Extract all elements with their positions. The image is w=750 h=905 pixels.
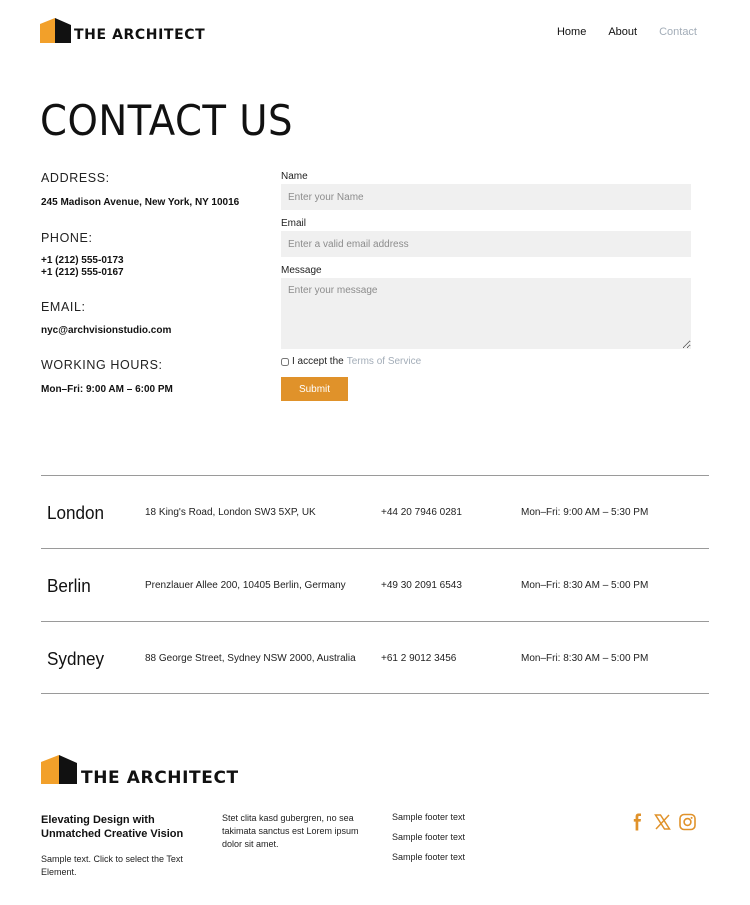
address-value: 245 Madison Avenue, New York, NY 10016 — [41, 197, 240, 208]
house-logo-icon — [40, 17, 72, 43]
main-nav — [557, 26, 697, 38]
contact-form — [281, 171, 691, 395]
footer-links — [392, 812, 465, 872]
footer-logo[interactable] — [41, 754, 239, 789]
email-label-form: Email — [281, 218, 307, 229]
nav-contact[interactable]: Contact — [659, 26, 697, 38]
social-links — [629, 813, 696, 831]
message-label: Message — [281, 265, 322, 276]
office-phone: +44 20 7946 0281 — [381, 507, 462, 518]
office-address: 18 King's Road, London SW3 5XP, UK — [145, 507, 316, 518]
phone-value-1: +1 (212) 555-0173 — [41, 254, 124, 266]
office-city: London — [47, 503, 105, 523]
contact-info — [41, 171, 261, 397]
email-input[interactable] — [281, 231, 691, 257]
office-row-berlin — [41, 548, 709, 621]
facebook-icon[interactable] — [629, 813, 646, 831]
office-hours: Mon–Fri: 8:30 AM – 5:00 PM — [521, 653, 649, 664]
footer-tagline: Elevating Design with Unmatched Creative Vision — [41, 814, 184, 840]
footer-lorem-text: Stet clita kasd gubergren, no sea takimata sanctus est Lorem ipsum dolor sit amet. — [222, 813, 359, 849]
site-header — [0, 0, 750, 62]
footer-brand-name: THE ARCHITECT — [81, 767, 239, 788]
house-logo-icon — [41, 754, 78, 789]
footer-link[interactable]: Sample footer text — [392, 832, 466, 842]
name-input[interactable] — [281, 184, 691, 210]
office-city: Berlin — [47, 576, 91, 596]
footer-link[interactable]: Sample footer text — [392, 852, 466, 862]
office-address: Prenzlauer Allee 200, 10405 Berlin, Germany — [145, 580, 346, 591]
office-phone: +49 30 2091 6543 — [381, 580, 462, 591]
phone-label: PHONE: — [41, 230, 93, 245]
office-phone: +61 2 9012 3456 — [381, 653, 457, 664]
office-hours: Mon–Fri: 9:00 AM – 5:30 PM — [521, 507, 649, 518]
phone-value-2: +1 (212) 555-0167 — [41, 267, 124, 278]
brand-name: THE ARCHITECT — [74, 27, 206, 43]
office-hours: Mon–Fri: 8:30 AM – 5:00 PM — [521, 580, 649, 591]
submit-button[interactable]: Submit — [281, 377, 348, 401]
brand-logo[interactable] — [40, 17, 205, 43]
page-title: CONTACT US — [40, 96, 293, 145]
terms-prefix: I accept the — [292, 356, 344, 367]
message-textarea[interactable] — [281, 278, 691, 349]
office-row-london — [41, 475, 709, 548]
terms-link[interactable]: Terms of Service — [346, 356, 422, 367]
nav-home[interactable]: Home — [556, 26, 587, 38]
footer-link[interactable]: Sample footer text — [392, 812, 466, 822]
email-value: nyc@archvisionstudio.com — [41, 324, 172, 336]
hours-label: WORKING HOURS: — [41, 358, 163, 372]
instagram-icon[interactable] — [679, 813, 696, 831]
offices-list — [41, 475, 709, 694]
hours-value: Mon–Fri: 9:00 AM – 6:00 PM — [41, 384, 173, 395]
footer-sample-text: Sample text. Click to select the Text Element. — [41, 854, 183, 877]
office-city: Sydney — [47, 649, 105, 669]
address-label: ADDRESS: — [41, 171, 110, 185]
x-icon[interactable] — [654, 813, 671, 831]
office-address: 88 George Street, Sydney NSW 2000, Australia — [145, 653, 356, 664]
name-label: Name — [281, 171, 308, 182]
nav-about[interactable]: About — [608, 26, 638, 38]
email-label: EMAIL: — [41, 299, 86, 314]
terms-checkbox[interactable] — [281, 358, 289, 366]
terms-row — [281, 356, 691, 367]
office-row-sydney — [41, 621, 709, 694]
